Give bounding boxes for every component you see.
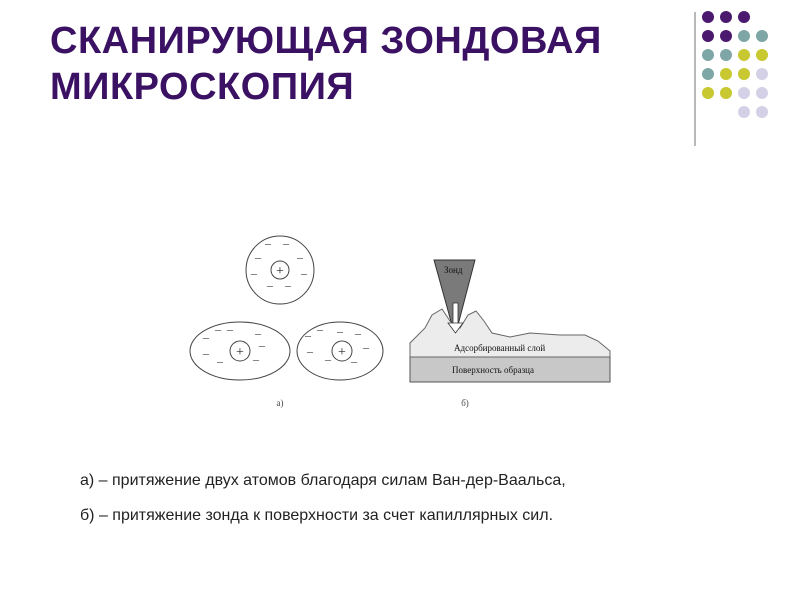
- electron-minus: –: [253, 352, 259, 366]
- electron-minus: –: [227, 322, 233, 336]
- electron-minus: –: [297, 250, 303, 264]
- electron-minus: –: [265, 236, 271, 250]
- electron-minus: –: [355, 326, 361, 340]
- sample-surface-label: Поверхность образца: [452, 365, 534, 375]
- electron-minus: –: [267, 278, 273, 292]
- electron-minus: –: [285, 278, 291, 292]
- decorative-dot: [720, 30, 732, 42]
- decorative-dot: [720, 87, 732, 99]
- electron-minus: –: [215, 322, 221, 336]
- electron-minus: –: [325, 352, 331, 366]
- decorative-dot: [738, 49, 750, 61]
- electron-minus: –: [301, 266, 307, 280]
- nucleus-plus: +: [276, 264, 284, 279]
- decorative-dot: [738, 11, 750, 23]
- probe-label: Зонд: [444, 265, 463, 275]
- decorative-dot: [702, 30, 714, 42]
- electron-minus: –: [351, 354, 357, 368]
- electron-minus: –: [203, 346, 209, 360]
- electron-minus: –: [255, 326, 261, 340]
- decorative-divider: [694, 12, 696, 146]
- electron-minus: –: [259, 338, 265, 352]
- electron-minus: –: [307, 344, 313, 358]
- electron-minus: –: [305, 328, 311, 342]
- electron-minus: –: [337, 324, 343, 338]
- caption-b: б) – притяжение зонда к поверхности за счет капиллярных сил.: [80, 507, 554, 524]
- decorative-dot: [702, 49, 714, 61]
- decorative-dot: [756, 68, 768, 80]
- decorative-dot: [702, 87, 714, 99]
- caption-a: а) – притяжение двух атомов благодаря силам Ван-дер-Ваальса,: [80, 472, 566, 489]
- decorative-dot: [738, 68, 750, 80]
- decorative-dot: [738, 87, 750, 99]
- nucleus-plus: +: [338, 345, 346, 360]
- decorative-dot: [756, 49, 768, 61]
- electron-minus: –: [363, 340, 369, 354]
- probe-diagram: [180, 225, 620, 415]
- decorative-dot: [720, 49, 732, 61]
- electron-minus: –: [255, 250, 261, 264]
- decorative-dot: [738, 106, 750, 118]
- title-line-2: МИКРОСКОПИЯ: [50, 66, 355, 108]
- decorative-dot-grid: [700, 8, 790, 138]
- decorative-dot: [702, 11, 714, 23]
- decorative-dot: [738, 30, 750, 42]
- probe-diagram-b: [410, 260, 610, 408]
- slide-title: [50, 18, 690, 110]
- electron-minus: –: [251, 266, 257, 280]
- decorative-dot: [756, 30, 768, 42]
- electron-minus: –: [317, 322, 323, 336]
- decorative-dot: [720, 68, 732, 80]
- decorative-dot: [756, 87, 768, 99]
- title-line-1: СКАНИРУЮЩАЯ ЗОНДОВАЯ: [50, 20, 602, 62]
- label-b: б): [461, 398, 469, 408]
- electron-minus: –: [283, 236, 289, 250]
- decorative-dot: [702, 68, 714, 80]
- decorative-dot: [720, 11, 732, 23]
- atom-diagram-a: [190, 236, 383, 408]
- electron-minus: –: [217, 354, 223, 368]
- adsorbed-layer-label: Адсорбированный слой: [454, 343, 546, 353]
- label-a: а): [276, 398, 284, 408]
- nucleus-plus: +: [236, 345, 244, 360]
- electron-minus: –: [203, 330, 209, 344]
- decorative-dot: [756, 106, 768, 118]
